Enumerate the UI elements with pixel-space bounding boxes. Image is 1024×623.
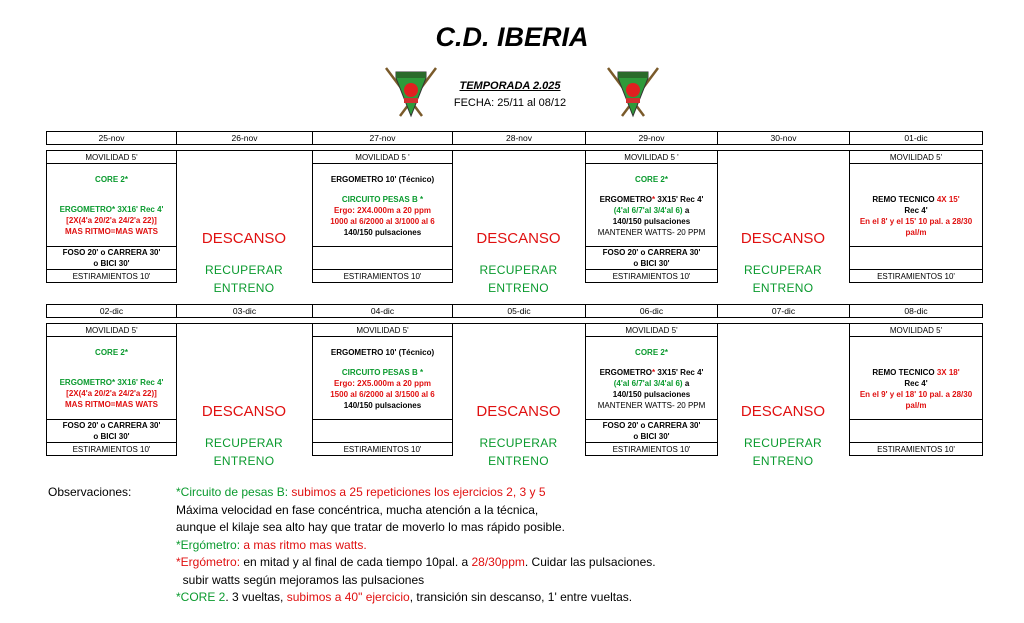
foso-line: FOSO 20' o CARRERA 30' — [62, 421, 161, 430]
circuit-line: Ergo: 2X4.000m a 20 ppm — [334, 206, 431, 215]
remo-line: pal/m — [905, 228, 927, 237]
ergo-tech-cell — [313, 337, 453, 368]
day-header: 26-nov — [177, 132, 313, 145]
ergo-spec: 3X15' Rec 4' — [655, 195, 704, 204]
circuit-title: CIRCUITO PESAS B * — [341, 368, 424, 377]
day-header: 27-nov — [313, 132, 453, 145]
observations-lines — [176, 484, 736, 607]
remo-line: pal/m — [905, 401, 927, 410]
remo-line: Rec 4' — [904, 379, 928, 388]
club-crest-icon — [604, 64, 662, 124]
day-header: 04-dic — [313, 305, 453, 318]
descanso-text: DESCANSO — [740, 230, 826, 247]
ergo-tech-text: ERGOMETRO 10' (Técnico) — [330, 174, 435, 184]
core-text: CORE 2* — [95, 347, 128, 357]
core-text: CORE 2* — [95, 174, 128, 184]
obs-tag: *CORE 2 — [176, 590, 226, 604]
remo-label: REMO TECNICO — [872, 195, 937, 204]
day-header: 30-nov — [718, 132, 850, 145]
ergo-line: [2X(4'a 20/2'a 24/2'a 22)] — [66, 215, 157, 225]
ergo-line: MAS RITMO=MAS WATS — [65, 226, 158, 236]
recover-label — [176, 261, 312, 297]
day-header: 03-dic — [177, 305, 313, 318]
day-header-row — [47, 132, 983, 145]
recuperar-text: RECUPERAR ENTRENO — [479, 263, 558, 295]
rest-label — [452, 403, 585, 421]
mobility-cell — [850, 151, 983, 164]
ergo-line — [586, 367, 717, 378]
stretch-text: ESTIRAMIENTOS 10' — [877, 271, 955, 281]
rest-label — [176, 403, 312, 421]
obs-text: . Cuidar las pulsaciones. — [524, 555, 656, 569]
obs-tag: *Circuito de pesas B: — [176, 485, 292, 499]
ergo-line — [586, 194, 717, 205]
stretch-cell — [313, 270, 453, 283]
empty-cell — [313, 420, 453, 443]
obs-highlight: 28/30ppm — [471, 555, 525, 569]
obs-text: , transición sin descanso, 1' entre vueltas. — [409, 590, 633, 604]
ergo-line: 140/150 pulsaciones — [612, 390, 691, 399]
descanso-text: DESCANSO — [476, 403, 561, 420]
obs-tag: *Ergómetro: — [176, 555, 244, 569]
ergo-connector: a — [682, 206, 690, 215]
obs-line — [176, 484, 736, 502]
recuperar-text: RECUPERAR ENTRENO — [743, 436, 823, 468]
recover-label — [176, 434, 312, 470]
mobility-text: MOVILIDAD 5' — [625, 325, 678, 335]
obs-text: en mitad y al final de cada tiempo 10pal. a — [243, 555, 472, 569]
core-text: CORE 2* — [635, 347, 668, 357]
observations-label: Observaciones: — [48, 485, 132, 499]
date-range: FECHA: 25/11 al 08/12 — [453, 97, 567, 109]
remo-cell — [850, 367, 983, 420]
circuit-cell — [313, 367, 453, 420]
remo-title — [850, 194, 982, 205]
empty-cell — [850, 337, 983, 368]
recuperar-text: RECUPERAR ENTRENO — [743, 263, 823, 295]
ergo-tech-cell — [313, 164, 453, 195]
ergo-tech-text: ERGOMETRO 10' (Técnico) — [330, 347, 435, 357]
ergo-intervals: (4'al 6/7'al 3/4'al 6) — [613, 379, 683, 388]
day-header: 07-dic — [718, 305, 850, 318]
circuit-line: 140/150 pulsaciones — [343, 228, 422, 237]
mobility-text: MOVILIDAD 5 ' — [624, 152, 679, 162]
descanso-text: DESCANSO — [201, 230, 287, 247]
obs-text: . 3 vueltas, — [225, 590, 287, 604]
day-header: 01-dic — [850, 132, 983, 145]
recover-label — [452, 434, 585, 470]
remo-sets: 4X 15' — [936, 195, 960, 204]
day-header: 28-nov — [453, 132, 586, 145]
foso-line: FOSO 20' o CARRERA 30' — [602, 248, 701, 257]
ergo-line: MANTENER WATTS- 20 PPM — [597, 228, 706, 237]
remo-line: Rec 4' — [904, 206, 928, 215]
obs-text: subimos a 25 repeticiones los ejercicios 2, 3 y 5 — [291, 485, 546, 499]
circuit-line: 140/150 pulsaciones — [343, 401, 422, 410]
day-header: 05-dic — [453, 305, 586, 318]
recuperar-text: RECUPERAR ENTRENO — [204, 263, 284, 295]
day-header: 29-nov — [586, 132, 718, 145]
mobility-text: MOVILIDAD 5' — [85, 325, 138, 335]
stretch-text: ESTIRAMIENTOS 10' — [877, 444, 955, 454]
remo-title — [850, 367, 982, 378]
mobility-cell — [313, 324, 453, 337]
foso-line: o BICI 30' — [93, 432, 130, 441]
ergo-line: ERGOMETRO* 3X16' Rec 4' — [59, 204, 164, 214]
ergo-label: ERGOMETRO — [599, 195, 653, 204]
ergo-star: * — [652, 368, 656, 377]
mobility-text: MOVILIDAD 5' — [889, 152, 943, 162]
rest-label — [717, 230, 849, 248]
stretch-cell — [850, 270, 983, 283]
mobility-cell — [586, 324, 718, 337]
ergo-cell — [47, 367, 177, 420]
day-header: 08-dic — [850, 305, 983, 318]
obs-text: a mas ritmo mas watts. — [243, 537, 367, 552]
ergo-line — [586, 378, 717, 389]
descanso-text: DESCANSO — [201, 403, 287, 420]
foso-cell — [586, 247, 718, 270]
obs-highlight: subimos a 40" ejercicio — [286, 590, 410, 604]
day-header: 25-nov — [47, 132, 177, 145]
descanso-text: DESCANSO — [476, 230, 561, 247]
mobility-text: MOVILIDAD 5' — [85, 152, 138, 162]
remo-line: En el 8' y el 15' 10 pal. a 28/30 — [859, 217, 973, 226]
foso-line: FOSO 20' o CARRERA 30' — [602, 421, 701, 430]
season-label: TEMPORADA 2.025 — [459, 80, 561, 92]
foso-line: o BICI 30' — [93, 259, 130, 268]
mobility-text: MOVILIDAD 5' — [356, 325, 409, 335]
rest-label — [717, 403, 849, 421]
circuit-line: Ergo: 2X5.000m a 20 ppm — [334, 379, 431, 388]
empty-cell — [850, 420, 983, 443]
obs-line: Máxima velocidad en fase concéntrica, mucha atención a la técnica, — [176, 502, 539, 517]
foso-line: FOSO 20' o CARRERA 30' — [62, 248, 161, 257]
ergo-line: ERGOMETRO* 3X16' Rec 4' — [59, 377, 164, 387]
stretch-text: ESTIRAMIENTOS 10' — [343, 271, 422, 281]
rest-label — [176, 230, 312, 248]
stretch-text: ESTIRAMIENTOS 10' — [343, 444, 422, 454]
mobility-cell — [47, 151, 177, 164]
descanso-text: DESCANSO — [740, 403, 826, 420]
foso-line: o BICI 30' — [633, 259, 670, 268]
empty-cell — [850, 164, 983, 195]
ergo-line: [2X(4'a 20/2'a 24/2'a 22)] — [66, 388, 157, 398]
ergo-cell — [47, 194, 177, 247]
ergo-line — [586, 205, 717, 216]
mobility-cell — [313, 151, 453, 164]
ergo-connector: a — [682, 379, 690, 388]
ergo-intervals: (4'al 6/7'al 3/4'al 6) — [613, 206, 683, 215]
ergo-line: 140/150 pulsaciones — [612, 217, 691, 226]
circuit-cell — [313, 194, 453, 247]
day-header-row — [47, 305, 983, 318]
stretch-text: ESTIRAMIENTOS 10' — [612, 444, 691, 454]
ergo-cell — [586, 367, 718, 420]
obs-line: aunque el kilaje sea alto hay que tratar de moverlo lo mas rápido posible. — [176, 520, 565, 534]
obs-tag: *Ergómetro: — [176, 537, 244, 552]
circuit-line: 1500 al 6/2000 al 3/1500 al 6 — [330, 390, 435, 399]
day-header: 02-dic — [47, 305, 177, 318]
circuit-title: CIRCUITO PESAS B * — [341, 195, 424, 204]
recover-label — [452, 261, 585, 297]
mobility-text: MOVILIDAD 5' — [889, 325, 943, 335]
stretch-cell — [850, 443, 983, 456]
core-text: CORE 2* — [635, 174, 668, 184]
recover-label — [717, 434, 849, 470]
mobility-text: MOVILIDAD 5 ' — [355, 152, 410, 162]
mobility-cell — [850, 324, 983, 337]
day-header: 06-dic — [586, 305, 718, 318]
remo-cell — [850, 194, 983, 247]
stretch-text: ESTIRAMIENTOS 10' — [72, 444, 151, 454]
remo-sets: 3X 18' — [936, 368, 960, 377]
ergo-star: * — [652, 195, 656, 204]
ergo-line: MAS RITMO=MAS WATS — [65, 399, 158, 409]
stretch-cell — [586, 443, 718, 456]
obs-line: subir watts según mejoramos las pulsaciones — [176, 572, 425, 587]
rest-label — [452, 230, 585, 248]
empty-cell — [850, 247, 983, 270]
mobility-cell — [47, 324, 177, 337]
core-cell — [586, 337, 718, 368]
core-cell — [47, 337, 177, 368]
remo-label: REMO TECNICO — [872, 368, 937, 377]
stretch-cell — [586, 270, 718, 283]
stretch-cell — [47, 270, 177, 283]
core-cell — [586, 164, 718, 195]
ergo-label: ERGOMETRO — [599, 368, 653, 377]
stretch-cell — [47, 443, 177, 456]
core-cell — [47, 164, 177, 195]
stretch-cell — [313, 443, 453, 456]
remo-line: En el 9' y el 18' 10 pal. a 28/30 — [859, 390, 973, 399]
recuperar-text: RECUPERAR ENTRENO — [204, 436, 284, 468]
stretch-text: ESTIRAMIENTOS 10' — [72, 271, 151, 281]
empty-cell — [313, 247, 453, 270]
club-title: C.D. IBERIA — [435, 22, 589, 52]
recuperar-text: RECUPERAR ENTRENO — [479, 436, 558, 468]
ergo-line: MANTENER WATTS- 20 PPM — [597, 401, 706, 410]
obs-line — [176, 537, 736, 555]
club-crest-icon — [382, 64, 440, 124]
circuit-line: 1000 al 6/2000 al 3/1000 al 6 — [330, 217, 435, 226]
stretch-text: ESTIRAMIENTOS 10' — [612, 271, 691, 281]
mobility-cell — [586, 151, 718, 164]
recover-label — [717, 261, 849, 297]
foso-cell — [47, 247, 177, 270]
foso-cell — [47, 420, 177, 443]
foso-line: o BICI 30' — [633, 432, 670, 441]
obs-line — [176, 589, 736, 607]
ergo-cell — [586, 194, 718, 247]
obs-line — [176, 554, 736, 572]
ergo-spec: 3X15' Rec 4' — [655, 368, 704, 377]
foso-cell — [586, 420, 718, 443]
